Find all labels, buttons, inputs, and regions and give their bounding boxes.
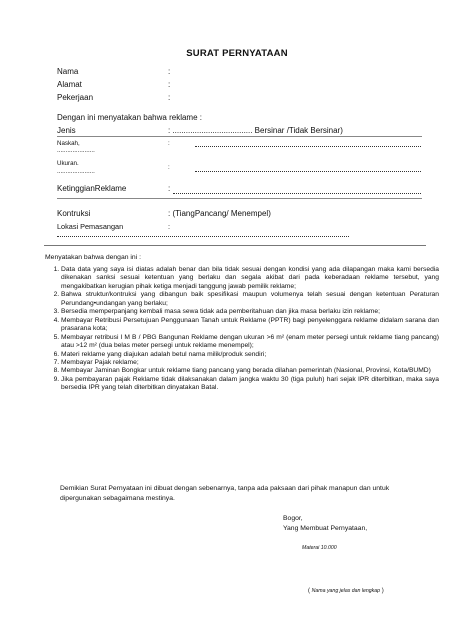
- list-item: 2. Bahwa struktur/kontruksi yang dibangun baik spesifikasi maupun volumenya telah sesuai dengan ketentuan Peraturan Perundang•undangan yang berlaku;: [61, 291, 439, 308]
- ukuran-dots: ......................: [57, 168, 95, 175]
- list-item: 9. Jika pembayaran pajak Reklame tidak dilaksanakan dalam jangka waktu 30 (tiga puluh) hari sejak IPR diterbitkan, maka saya bersedia IPR yang telah diterbitkan dinyatakan Batal.: [61, 376, 439, 393]
- label-kontruksi: Kontruksi: [57, 209, 91, 218]
- label-naskah: Naskah,: [57, 140, 80, 147]
- colon-naskah: :: [168, 140, 170, 147]
- colon-pekerjaan: :: [168, 93, 171, 102]
- list-item: 5. Membayar retribusi I M B / PBG Bangunan Reklame dengan ukuran >6 m² (enam meter persegi untuk reklame tiang pancang) atau >12 m² (dua belas meter persegi untuk reklame menempel);: [61, 334, 439, 351]
- label-alamat: Alamat: [57, 80, 82, 89]
- label-pekerjaan: Pekerjaan: [57, 93, 94, 102]
- dots-lokasi: [57, 236, 349, 237]
- dots-naskah: [195, 146, 421, 147]
- underline-ketinggian: [57, 198, 422, 199]
- paren-close: ): [381, 588, 384, 594]
- colon-ketinggian: :: [168, 184, 171, 193]
- list-item: 7. Membayar Pajak reklame;: [61, 359, 439, 367]
- dots-ukuran: [195, 171, 421, 172]
- name-hint: [308, 588, 384, 594]
- list-item: 8. Membayar Jaminan Bongkar untuk reklame tiang pancang yang berada dilahan pemerintah (Nasional, Provinsi, Kota/BUMD): [61, 367, 439, 375]
- label-nama: Nama: [57, 67, 79, 76]
- list-item: 6. Materi reklame yang diajukan adalah betul nama milik/produk sendiri;: [61, 351, 439, 359]
- colon-alamat: :: [168, 80, 171, 89]
- stamp-placeholder: Materai 10.000: [302, 545, 337, 551]
- section-divider: [44, 245, 426, 246]
- place-date: Bogor,: [283, 515, 303, 522]
- naskah-dots: ......................: [57, 147, 95, 154]
- signer-label: Yang Membuat Pernyataan,: [283, 525, 368, 532]
- list-item: 4. Membayar Retribusi Persetujuan Penggunaan Tanah untuk Reklame (PPTR) bagi penyelenggara reklame didalam sarana dan prasarana kota;: [61, 317, 439, 334]
- value-kontruksi: : (TiangPancang/ Menempel): [168, 209, 271, 218]
- list-item: 3. Bersedia memperpanjang kembali masa sewa tidak ada pemberitahuan dan jika masa berlaku izin reklame;: [61, 308, 439, 316]
- colon-lokasi: :: [168, 222, 171, 231]
- colon-nama: :: [168, 67, 171, 76]
- document-title: SURAT PERNYATAAN: [186, 48, 288, 59]
- value-jenis: : .................................... Bersinar /Tidak Bersinar): [168, 126, 343, 135]
- list-item: 1. Data data yang saya isi diatas adalah benar dan bila tidak sesuai dengan kondisi yang ada dilapangan maka kami bersedia dikenakan sanksi sesuai ketentuan yang berlaku dan segala akibat dari pada keberadaan reklame tersebut, yang mengakibatkan kerugian pihak ketiga menjadi tanggung jawab pemilik reklame;: [61, 266, 439, 291]
- intro-text: Dengan ini menyatakan bahwa reklame :: [57, 113, 202, 122]
- label-ukuran: Ukuran.: [57, 160, 79, 167]
- underline-jenis: [57, 136, 422, 137]
- name-hint-text: Nama yang jelas dan lengkap: [311, 588, 381, 594]
- statement-list: [45, 266, 439, 393]
- dots-ketinggian: [173, 193, 421, 194]
- closing-paragraph: Demikian Surat Pernyataan ini dibuat dengan sebenarnya, tanpa ada paksaan dari pihak manapun dan untuk dipergunakan sebagaimana mestinya.: [60, 485, 390, 502]
- label-lokasi: Lokasi Pemasangan: [57, 222, 124, 231]
- colon-ukuran: :: [168, 164, 170, 171]
- statement-intro: Menyatakan bahwa dengan ini :: [45, 254, 141, 261]
- label-ketinggian: KetinggianReklame: [57, 184, 127, 193]
- label-jenis: Jenis: [57, 126, 76, 135]
- paren-open: (: [308, 588, 310, 594]
